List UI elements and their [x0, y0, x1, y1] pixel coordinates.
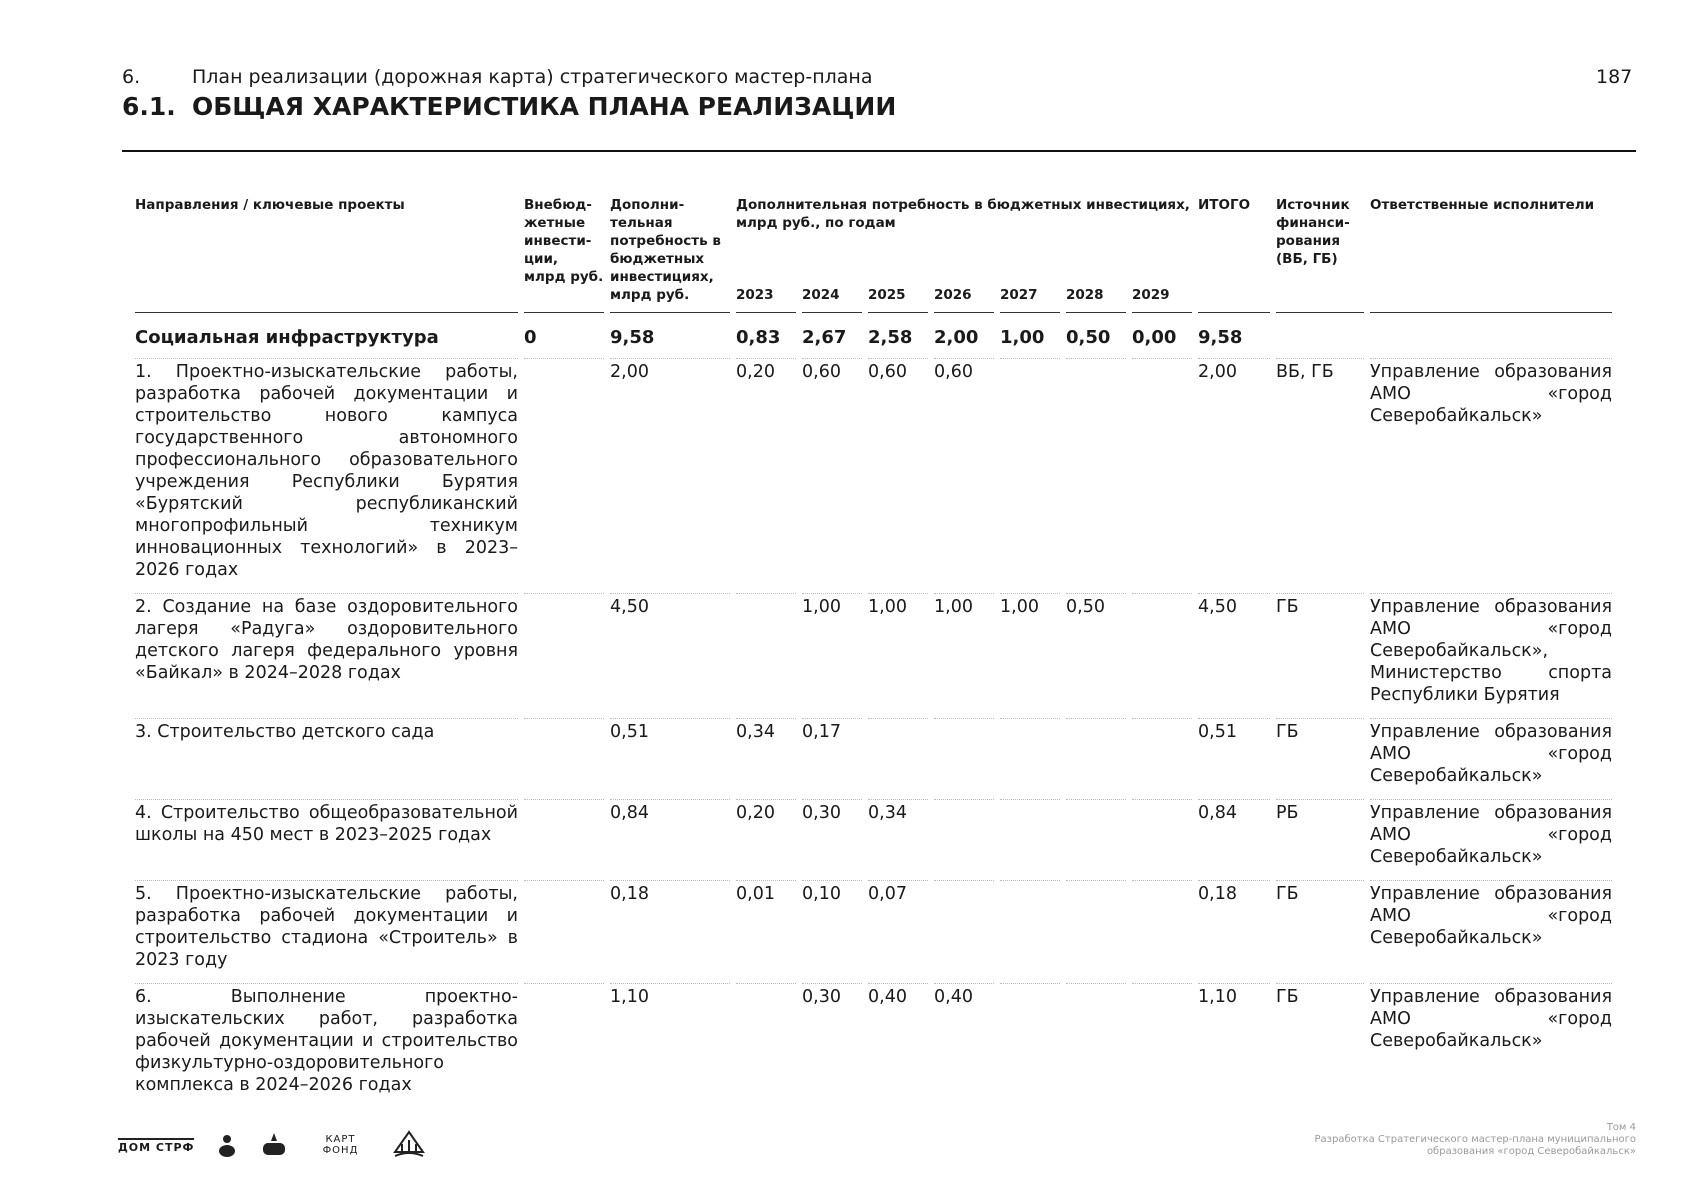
section-name: Социальная инфраструктура: [135, 327, 439, 348]
table-row: [135, 983, 1612, 1108]
section-total: 9,58: [1198, 327, 1243, 348]
project-year-value: [934, 799, 994, 880]
dom-rf-logo: ДОМ СТРФ: [118, 1138, 194, 1153]
section-responsible: [1370, 313, 1612, 358]
project-year-value: 0,34: [736, 718, 796, 799]
document-footer: [1200, 1122, 1636, 1158]
project-year-value: [1000, 718, 1060, 799]
project-year-value: [1066, 799, 1126, 880]
section-year-value: 1,00: [1000, 327, 1045, 348]
project-year-value: [1132, 880, 1192, 983]
project-year-value: [934, 718, 994, 799]
project-responsible: Управление образования АМО «город Северобайкальск»: [1370, 983, 1612, 1108]
emblem-drop-icon: [216, 1131, 238, 1159]
project-year-value: [1066, 880, 1126, 983]
footer-title-line2: образования «город Северобайкальск»: [1426, 1146, 1636, 1157]
section-extra-budget: 0: [524, 327, 537, 348]
year-header: 2029: [1132, 266, 1192, 313]
project-year-value: 0,30: [802, 983, 862, 1108]
project-year-value: [1132, 358, 1192, 593]
project-year-value: 0,60: [868, 358, 928, 593]
project-extra-budget: [524, 799, 604, 880]
project-year-value: [1066, 983, 1126, 1108]
section-year-value: 2,00: [934, 327, 979, 348]
project-additional: 2,00: [610, 358, 730, 593]
section-row: [135, 313, 1612, 358]
project-extra-budget: [524, 718, 604, 799]
section-year-value: 2,58: [868, 327, 913, 348]
col-header-total: ИТОГО: [1198, 196, 1270, 313]
project-year-value: 1,00: [1000, 593, 1060, 718]
project-extra-budget: [524, 358, 604, 593]
project-extra-budget: [524, 880, 604, 983]
col-header-extra-budget: Внебюд-жетные инвести-ции, млрд руб.: [524, 196, 604, 313]
section-additional: 9,58: [610, 327, 655, 348]
project-year-value: [1132, 983, 1192, 1108]
project-source: ВБ, ГБ: [1276, 358, 1364, 593]
project-responsible: Управление образования АМО «город Северобайкальск»: [1370, 358, 1612, 593]
col-header-source: Источник финанси-рования (ВБ, ГБ): [1276, 196, 1364, 313]
project-year-value: [1000, 880, 1060, 983]
project-year-value: [1000, 358, 1060, 593]
project-description: 6. Выполнение проектно-изыскательских работ, разработка рабочей документации и строительство физкультурно-оздоровительного комплекса в 2024–2026 годах: [135, 983, 518, 1108]
project-total: 0,18: [1198, 880, 1270, 983]
project-description: 4. Строительство общеобразовательной школы на 450 мест в 2023–2025 годах: [135, 799, 518, 880]
col-header-responsible: Ответственные исполнители: [1370, 196, 1612, 313]
implementation-plan-table: [129, 196, 1618, 1108]
year-header: 2025: [868, 266, 928, 313]
project-year-value: [1066, 718, 1126, 799]
year-header: 2026: [934, 266, 994, 313]
project-source: ГБ: [1276, 718, 1364, 799]
project-description: 5. Проектно-изыскательские работы, разработка рабочей документации и строительство стадиона «Строитель» в 2023 году: [135, 880, 518, 983]
table-row: [135, 880, 1612, 983]
project-year-value: [736, 593, 796, 718]
project-description: 2. Создание на базе оздоровительного лагеря «Радуга» оздоровительного детского лагеря федерального уровня «Байкал» в 2024–2028 годах: [135, 593, 518, 718]
project-additional: 1,10: [610, 983, 730, 1108]
project-year-value: [1132, 593, 1192, 718]
col-header-by-years: Дополнительная потребность в бюджетных инвестициях, млрд руб., по годам: [736, 197, 1190, 231]
project-year-value: 0,01: [736, 880, 796, 983]
section-year-value: 0,83: [736, 327, 781, 348]
project-additional: 4,50: [610, 593, 730, 718]
emblem-building-icon: [392, 1130, 426, 1160]
section-year-value: 0,00: [1132, 327, 1177, 348]
table-header-row: [135, 196, 1612, 266]
year-header: 2023: [736, 266, 796, 313]
project-source: ГБ: [1276, 983, 1364, 1108]
project-source: ГБ: [1276, 593, 1364, 718]
table-row: [135, 718, 1612, 799]
project-total: 4,50: [1198, 593, 1270, 718]
project-year-value: [934, 880, 994, 983]
year-header: 2027: [1000, 266, 1060, 313]
partner-logos: [118, 1130, 426, 1160]
page-header: [122, 66, 1642, 121]
footer-volume: Том 4: [1606, 1122, 1636, 1133]
project-source: ГБ: [1276, 880, 1364, 983]
project-extra-budget: [524, 983, 604, 1108]
project-total: 0,84: [1198, 799, 1270, 880]
project-description: 1. Проектно-изыскательские работы, разработка рабочей документации и строительство нового кампуса государственного автономного профессионального образовательного учреждения Республики Бурятия «Бурятский республиканский многопрофильный техникум инновационных технологий» в 2023–2026 годах: [135, 358, 518, 593]
project-additional: 0,51: [610, 718, 730, 799]
section-number: 6.: [122, 66, 141, 88]
page-number: 187: [1596, 66, 1633, 88]
subsection-title: ОБЩАЯ ХАРАКТЕРИСТИКА ПЛАНА РЕАЛИЗАЦИИ: [192, 92, 897, 121]
project-year-value: 1,00: [868, 593, 928, 718]
year-header: 2024: [802, 266, 862, 313]
project-year-value: 1,00: [802, 593, 862, 718]
project-description: 3. Строительство детского сада: [135, 718, 518, 799]
project-year-value: 0,10: [802, 880, 862, 983]
project-year-value: 0,20: [736, 358, 796, 593]
section-title: План реализации (дорожная карта) стратегического мастер-плана: [192, 66, 873, 88]
project-year-value: 0,60: [802, 358, 862, 593]
project-extra-budget: [524, 593, 604, 718]
table-row: [135, 358, 1612, 593]
project-total: 0,51: [1198, 718, 1270, 799]
project-year-value: 0,60: [934, 358, 994, 593]
table-row: [135, 593, 1612, 718]
project-year-value: [1132, 718, 1192, 799]
project-total: 2,00: [1198, 358, 1270, 593]
project-year-value: [1132, 799, 1192, 880]
section-year-value: 0,50: [1066, 327, 1111, 348]
footer-title-line1: Разработка Стратегического мастер-плана муниципального: [1314, 1134, 1636, 1145]
project-year-value: 0,30: [802, 799, 862, 880]
project-year-value: [736, 983, 796, 1108]
year-header: 2028: [1066, 266, 1126, 313]
project-year-value: 0,34: [868, 799, 928, 880]
project-responsible: Управление образования АМО «город Северобайкальск»: [1370, 718, 1612, 799]
project-year-value: [868, 718, 928, 799]
project-responsible: Управление образования АМО «город Северобайкальск»: [1370, 799, 1612, 880]
project-additional: 0,84: [610, 799, 730, 880]
project-total: 1,10: [1198, 983, 1270, 1108]
col-header-directions: Направления / ключевые проекты: [135, 196, 518, 313]
project-responsible: Управление образования АМО «город Северобайкальск», Министерство спорта Республики Бурятия: [1370, 593, 1612, 718]
project-year-value: 0,20: [736, 799, 796, 880]
col-header-additional-need: Дополни-тельная потребность в бюджетных инвестициях, млрд руб.: [610, 196, 730, 313]
subsection-heading: [122, 92, 1642, 121]
header-divider: [122, 150, 1636, 152]
table-row: [135, 799, 1612, 880]
project-year-value: 0,50: [1066, 593, 1126, 718]
project-year-value: [1000, 799, 1060, 880]
project-year-value: 1,00: [934, 593, 994, 718]
project-source: РБ: [1276, 799, 1364, 880]
kart-fond-logo: КАРТ ФОНД: [322, 1134, 359, 1156]
section-heading: [122, 66, 1642, 92]
project-responsible: Управление образования АМО «город Северобайкальск»: [1370, 880, 1612, 983]
project-year-value: 0,40: [934, 983, 994, 1108]
project-year-value: [1066, 358, 1126, 593]
project-additional: 0,18: [610, 880, 730, 983]
project-year-value: 0,07: [868, 880, 928, 983]
project-year-value: [1000, 983, 1060, 1108]
emblem-crown-icon: [260, 1131, 288, 1159]
subsection-number: 6.1.: [122, 92, 176, 121]
project-year-value: 0,17: [802, 718, 862, 799]
project-year-value: 0,40: [868, 983, 928, 1108]
section-source: [1276, 313, 1364, 358]
section-year-value: 2,67: [802, 327, 847, 348]
